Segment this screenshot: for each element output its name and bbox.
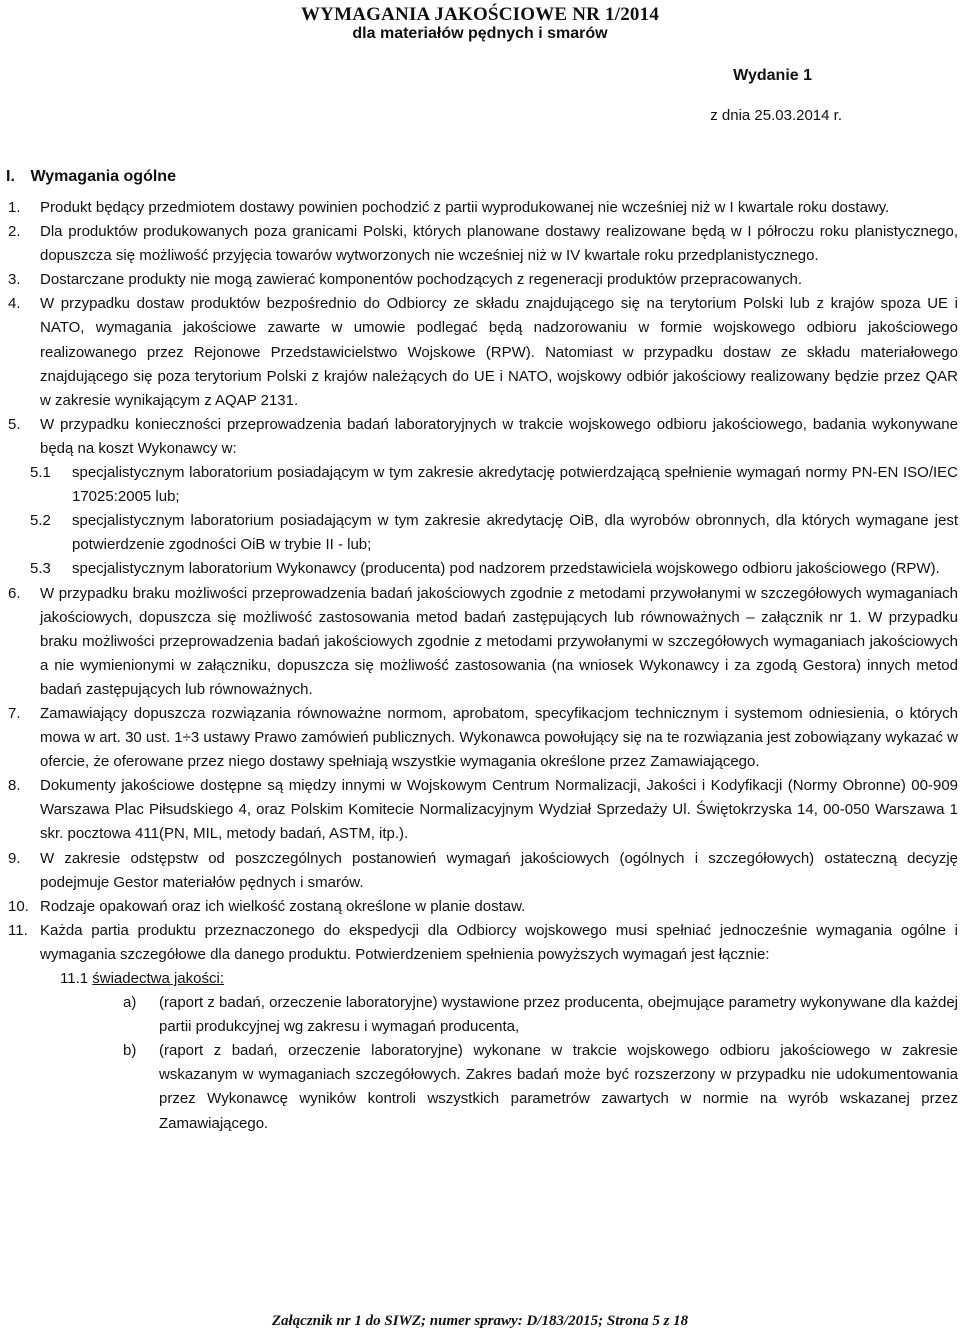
item-text: świadectwa jakości:	[92, 970, 224, 987]
requirements-list	[8, 196, 958, 1136]
item-number: 10.	[8, 897, 29, 915]
sub-list-item	[8, 509, 958, 557]
item-text: Produkt będący przedmiotem dostawy powinien pochodzić z partii wyprodukowanej nie wcześniej niż w I kwartale roku dostawy.	[40, 199, 890, 216]
list-item	[8, 895, 958, 919]
document-title: WYMAGANIA JAKOŚCIOWE NR 1/2014	[300, 4, 660, 25]
list-item	[8, 919, 958, 967]
item-text: Każda partia produktu przeznaczonego do ekspedycji dla Odbiorcy wojskowego musi spełniać jednocześnie wymagania ogólne i wymagania szczegółowe dla danego produktu. Potwierdzeniem spełnienia powyższych wymagań jest łącznie:	[40, 921, 958, 963]
item-text: Dokumenty jakościowe dostępne są między innymi w Wojskowym Centrum Normalizacji, Jakości i Kodyfikacji (Normy Obronne) 00-909 Warszawa Plac Piłsudskiego 4, oraz Polskim Komitecie Normalizacyjnym Wydział Sprzedaży Ul. Świętokrzyska 14, 00-050 Warszawa 1 skr. pocztowa 411(PN, MIL, metody badań, ASTM, itp.).	[40, 777, 958, 843]
item-number: 3.	[8, 271, 21, 289]
item-number: 9.	[8, 849, 21, 867]
item-letter: b)	[123, 1042, 137, 1060]
item-letter: a)	[123, 994, 137, 1012]
section-heading	[6, 168, 176, 186]
item-number: 5.	[8, 415, 21, 433]
list-item	[8, 702, 958, 774]
item-text: W przypadku dostaw produktów bezpośrednio do Odbiorcy ze składu znajdującego się na terytorium Polski lub z krajów spoza UE i NATO, wymagania jakościowe zawarte w umowie podlegać będą nadzorowaniu w formie wojskowego odbioru jakościowego realizowanego przez Rejonowe Przedstawicielstwo Wojskowe (RPW). Natomiast w przypadku dostaw ze składu materiałowego znajdującego się poza terytorium Polski z krajów należących do UE i NATO, wojskowy odbiór jakościowy realizowany będzie przez QAR w zakresie wynikającym z AQAP 2131.	[40, 295, 958, 409]
item-text: specjalistycznym laboratorium Wykonawcy (producenta) pod nadzorem przedstawiciela wojskowego odbioru jakościowego (RPW).	[72, 560, 940, 578]
item-text: (raport z badań, orzeczenie laboratoryjne) wystawione przez producenta, obejmujące parametry wykonywane dla każdej partii produkcyjnej wg zakresu i wymagań producenta,	[159, 994, 958, 1036]
edition-date: z dnia 25.03.2014 r.	[710, 107, 842, 124]
item-number: 8.	[8, 777, 21, 795]
item-text: Dla produktów produkowanych poza granicami Polski, których planowane dostawy realizowane będą w I półroczu roku planistycznego, dopuszcza się możliwość przyjęcia towarów wytworzonych nie wcześniej niż w IV kwartale roku przedplanistycznego.	[40, 223, 958, 265]
sub-list-item	[8, 461, 958, 509]
item-number: 7.	[8, 704, 21, 722]
list-item	[8, 774, 958, 846]
item-number: 1.	[8, 199, 21, 216]
item-text: Dostarczane produkty nie mogą zawierać komponentów pochodzących z regeneracji produktów przepracowanych.	[40, 271, 803, 289]
list-item	[8, 196, 958, 220]
list-item	[8, 268, 958, 292]
document-subtitle: dla materiałów pędnych i smarów	[352, 25, 608, 42]
item-number: 11.	[8, 921, 28, 939]
item-text: Rodzaje opakowań oraz ich wielkość zostaną określone w planie dostaw.	[40, 897, 526, 915]
list-item	[8, 413, 958, 461]
item-text: specjalistycznym laboratorium posiadającym w tym zakresie akredytację OiB, dla wyrobów obronnych, dla których wymagane jest potwierdzenie zgodności OiB w trybie II ‑ lub;	[72, 512, 958, 554]
item-number: 2.	[8, 223, 21, 241]
edition-label: Wydanie 1	[733, 67, 812, 84]
item-number: 5.3	[30, 560, 51, 578]
list-item	[8, 847, 958, 895]
item-number: 5.1	[30, 464, 51, 482]
item-text: W przypadku konieczności przeprowadzenia badań laboratoryjnych w trakcie wojskowego odbioru jakościowego, badania wykonywane będą na koszt Wykonawcy w:	[40, 415, 958, 457]
list-item	[8, 582, 958, 702]
item-text: W zakresie odstępstw od poszczególnych postanowień wymagań jakościowych (ogólnych i szczegółowych) ostateczną decyzję podejmuje Gestor materiałów pędnych i smarów.	[40, 849, 958, 891]
item-text: (raport z badań, orzeczenie laboratoryjne) wykonane w trakcie wojskowego odbioru jakościowego w zakresie wskazanym w wymaganiach szczegółowych. Zakres badań może być rozszerzony w przypadku nie udokumentowania przez Wykonawcę wyników kontroli wszystkich parametrów zawartych w normie na wyrób wskazanej przez Zamawiającego.	[159, 1042, 958, 1132]
section-title: Wymagania ogólne	[30, 168, 176, 185]
sub-list-item	[8, 557, 958, 581]
section-number: I.	[6, 168, 15, 185]
item-number: 6.	[8, 584, 21, 602]
item-text: W przypadku braku możliwości przeprowadzenia badań jakościowych zgodnie z metodami przywołanymi w szczegółowych wymaganiach jakościowych, dopuszcza się możliwość zastosowania metod badań zastępujących lub równoważnych – załącznik nr 1. W przypadku braku możliwości przeprowadzenia badań jakościowych zgodnie z metodami przywołanymi w szczegółowych wymaganiach jakościowych a nie wymienionymi w załączniku, dopuszcza się możliwość zastosowania (na wniosek Wykonawcy i za zgodą Gestora) innych metod badań zastępujących lub równoważnych.	[40, 584, 958, 698]
item-text: Zamawiający dopuszcza rozwiązania równoważne normom, aprobatom, specyfikacjom technicznym i systemom odniesienia, o których mowa w art. 30 ust. 1÷3 ustawy Prawo zamówień publicznych. Wykonawca powołujący się na te rozwiązania jest zobowiązany wykazać w ofercie, że oferowane przez niego dostawy spełniają wszystkie wymagania określone przez Zamawiającego.	[40, 704, 958, 771]
lettered-item	[8, 1039, 958, 1135]
list-item	[8, 292, 958, 412]
item-number: 5.2	[30, 512, 51, 530]
page-footer: Załącznik nr 1 do SIWZ; numer sprawy: D/183/2015; Strona 5 z 18	[271, 1313, 689, 1329]
item-number: 4.	[8, 295, 21, 313]
sub-list-item	[8, 967, 958, 991]
list-item	[8, 220, 958, 268]
item-text: specjalistycznym laboratorium posiadającym w tym zakresie akredytację potwierdzającą spełnienie wymagań normy PN-EN ISO/IEC 17025:2005 lub;	[72, 464, 958, 506]
lettered-item	[8, 991, 958, 1039]
item-number: 11.1	[60, 970, 89, 987]
